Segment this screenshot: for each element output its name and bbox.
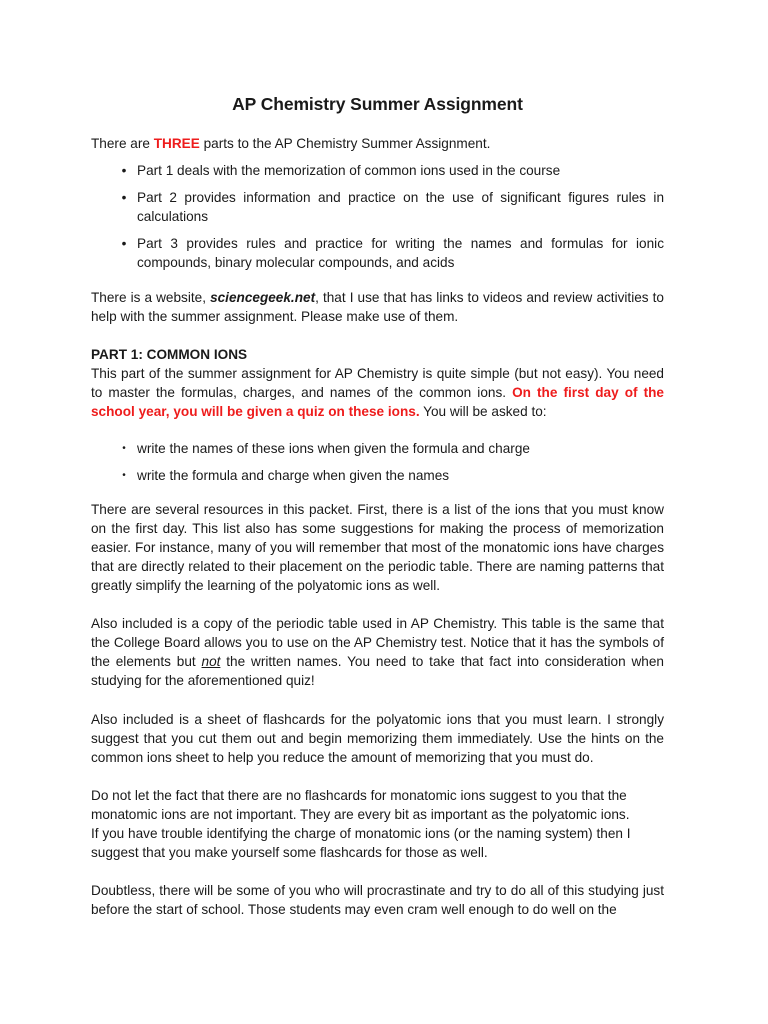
bullet-icon: • [121,236,127,251]
doubtless-paragraph: Doubtless, there will be some of you who will procrastinate and try to do all of this studying just before the start of school. Those students may even cram well enough to do well on the [91,883,664,917]
section-heading: PART 1: COMMON IONS [91,347,248,362]
resources-paragraph: There are several resources in this packet. First, there is a list of the ions that you must know on the first day. This list also has some suggestions for making the process of memorization easier. For instance, many of you will remember that most of the monatomic ions have charges that are directly related to their placement on the periodic table. There are naming patterns that greatly simplify the learning of the polyatomic ions as well. [91,502,664,593]
page-title: AP Chemistry Summer Assignment [232,94,523,114]
intro-line [91,134,664,153]
flashcards-paragraph: Also included is a sheet of flashcards for the polyatomic ions that you must learn. I strongly suggest that you cut them out and begin memorizing them immediately. Use the hints on the common ions sheet to help you reduce the amount of memorizing that you must do. [91,712,664,765]
periodic-text-end: the written names. You need to take that fact into consideration when studying for the aforementioned quiz! [91,654,664,688]
monatomic-paragraph [91,786,664,862]
bullet-icon: • [121,163,127,178]
bullet-icon: • [121,190,127,205]
bullet-icon: • [122,443,126,454]
part1-paragraph [91,364,664,421]
paragraph-line: monatomic ions are not important. They are every bit as important as the polyatomic ions. [91,807,630,822]
periodic-emphasis: not [201,654,221,669]
list-item-text: Part 3 provides rules and practice for writing the names and formulas for ionic compounds, binary molecular compounds, and acids [137,236,664,270]
part1-text-end: You will be asked to: [419,404,547,419]
bullet-icon: • [122,470,126,481]
paragraph-line: suggest that you make yourself some flashcards for those as well. [91,845,488,860]
intro-text-end: parts to the AP Chemistry Summer Assignment. [199,136,491,151]
part1-text: This part of the summer assignment for AP Chemistry is quite simple (but not easy). You need to master the formulas, charges, and names of the common ions. [91,366,664,400]
paragraph-line: If you have trouble identifying the charge of monatomic ions (or the naming system) then I [91,826,631,841]
website-text-end: , that I use that has links to videos and review activities to help with the summer assignment. Please make use of them. [91,290,664,324]
periodic-table-paragraph [91,614,664,690]
list-item-text: write the formula and charge when given the names [137,468,450,483]
paragraph-line: Do not let the fact that there are no flashcards for monatomic ions suggest to you that the [91,788,627,803]
list-item-text: write the names of these ions when given the formula and charge [137,441,530,456]
list-item-text: Part 1 deals with the memorization of common ions used in the course [137,163,561,178]
intro-emphasis: THREE [153,136,200,151]
periodic-text: Also included is a copy of the periodic table used in AP Chemistry. This table is the same that the College Board allows you to use on the AP Chemistry test. Notice that it has the symbols of the elements but [91,616,664,669]
website-text: There is a website, [91,290,211,305]
list-item-text: Part 2 provides information and practice on the use of significant figures rules in calculations [137,190,664,224]
part1-quiz-warning: On the first day of the school year, you will be given a quiz on these ions. [91,385,664,419]
intro-text: There are [91,136,154,151]
website-link-text: sciencegeek.net [210,290,316,305]
website-paragraph [91,288,664,326]
